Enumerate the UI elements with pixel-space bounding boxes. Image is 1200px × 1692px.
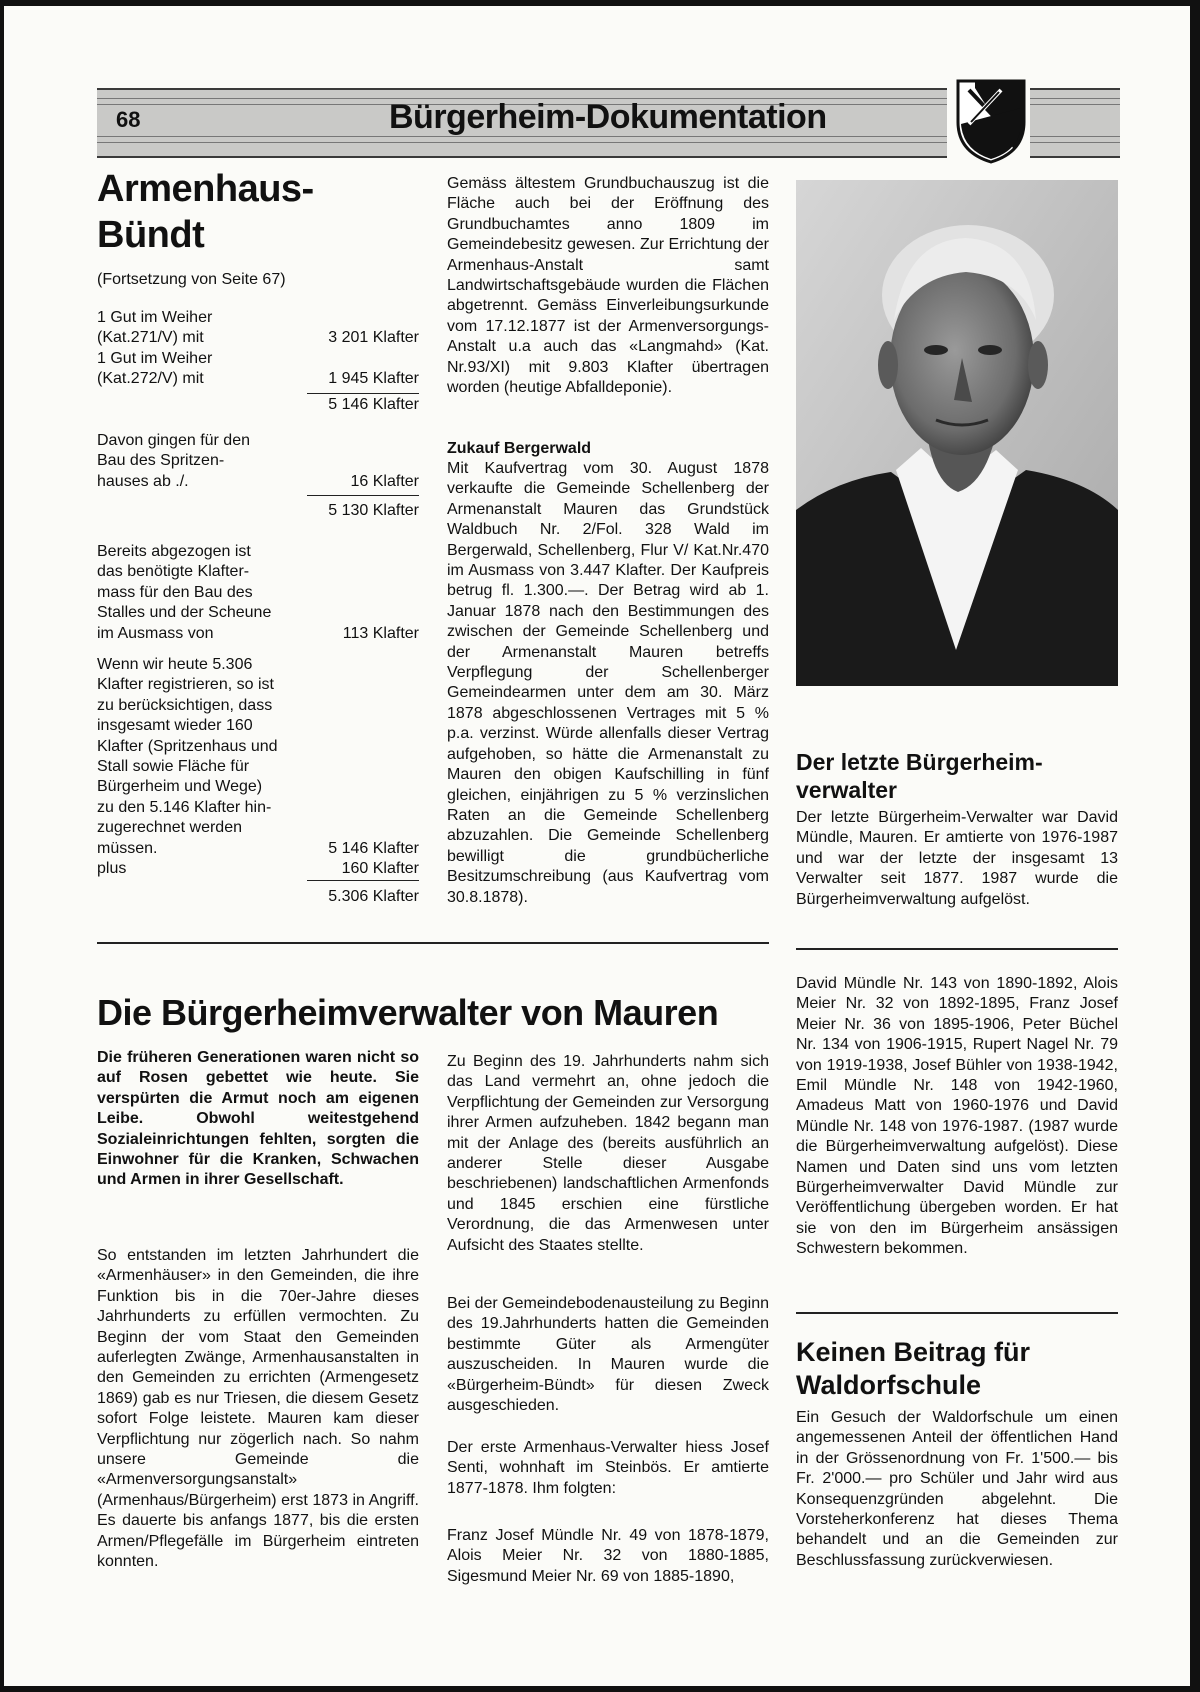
- wenn-block: Wenn wir heute 5.306 Klafter registrieren, so ist zu berücksichtigen, dass insgesamt wieder 160 Klafter (Spritzenhaus und Stall sowie Fläche für Bürgerheim und Wege) zu den 5.146 Klafter hin- zugerechnet werden müssen. 5 146 Klafter plus 160 Klafter 5.306 Klafter: [97, 656, 419, 906]
- waldorf-text: Ein Gesuch der Waldorfschule um einen angemessenen Anteil der öffentlichen Hand in der Grössenordnung von Fr. 1'500.— bis Fr. 2'000.— pro Schüler und Jahr wird aus Konsequenzgründen abgelehnt. Die Vorsteherkonferenz hat dieses Thema behandelt und an die Gemeinden zur Beschlussfassung zurückverwiesen.: [796, 1409, 1118, 1569]
- main-article-col1: So entstanden im letzten Jahrhundert die «Armenhäuser» in den Gemeinden, die ihre Funktion bis in die 70er-Jahre dieses Jahrhunderts zu erfüllen vermochten. Zu Beginn der vom Staat den Gemeinden auferlegten Zwänge, Armenhausanstalten in den Gemeinden zu errichten (Armengesetz 1869) gab es nur Triesen, die diesem Gesetz sofort Folge leistete. Mauren kam dieser Verpflichtung nur zögerlich nach. So nahm unsere Gemeinde die «Armenversorgungsanstalt» (Armenhaus/Bürgerheim) erst 1873 in Angriff. Es dauerte bis anfangs 1877, bis die ersten Armen/Pflegefälle im Bürgerheim eintreten konnten.: [97, 1247, 419, 1571]
- waldorf-heading: Keinen Beitrag für Waldorfschule: [796, 1337, 1031, 1400]
- last-administrator-text: Der letzte Bürgerheim-Verwalter war David Mündle, Mauren. Er amtierte von 1976-1987 und war der letzte der insgesamt 13 Verwalter seit 1877. 1987 wurde die Bürgerheimverwaltung aufgelöst.: [796, 809, 1118, 908]
- administrator-list: David Mündle Nr. 143 von 1890-1892, Alois Meier Nr. 32 von 1892-1895, Franz Josef Meier Nr. 36 von 1895-1906, Peter Büchel Nr. 134 von 1906-1915, Rupert Nagel Nr. 79 von 1919-1938, Josef Bühler von 1938-1942, Emil Mündle Nr. 148 von 1942-1960, Amadeus Matt von 1960-1976 und David Mündle Nr. 148 von 1976-1987. (1987 wurde die Bürgerheimverwaltung aufgelöst). Diese Namen und Daten sind uns vom letzten Bürgerheimverwalter David Mündle zur Veröffentlichung übergeben worden. Er hat sie von den im Bürgerheim ansässigen Schwestern bekommen.: [796, 975, 1118, 1258]
- bereits-block: Bereits abgezogen ist das benötigte Klafter- mass für den Bau des Stalles und der Scheune im Ausmass von 113 Klafter: [97, 543, 419, 642]
- waldorf-divider: [796, 1312, 1118, 1314]
- coat-of-arms-icon: [955, 78, 1027, 164]
- zukauf-paragraph: Mit Kaufvertrag vom 30. August 1878 verkaufte die Gemeinde Schellenberg der Armenanstalt Mauren das Grundstück Waldbuch Nr. 2/Fol. 328 Wald im Bergerwald, Schellenberg, Flur V/ Kat.Nr.470 im Ausmass von 3.447 Klafter. Der Kaufpreis betrug fl. 1.300.—. Der Betrag wird ab 1. Januar 1878 nach den Bestimmungen des zwischen der Gemeinde Schellenberg und der Armenanstalt Mauren betreffs Verpflegung der Schellenberger Gemeindearmen unter dem am 30. März 1878 abgeschlossenen Vertrages mit 5 % p.a. verzinst. Würde allenfalls dieser Vertrag aufgehoben, so hätte die Armenanstalt zu Mauren den obigen Kaufschilling in fünf gleichen, einjährigen zu 5 % verzinslichen Raten an die Gemeinde Schellenberg abzuzahlen. Die Gemeinde Schellenberg bewilligt die grundbücherliche Besitzumschreibung (aus Kaufvertrag vom 30.8.1878).: [447, 460, 769, 906]
- header-band-right: [1030, 88, 1120, 158]
- section-divider-right: [796, 948, 1118, 950]
- main-article-col2-p2: Bei der Gemeindebodenausteilung zu Beginn des 19.Jahrhunderts hatten die Gemeinden bestimmte Güter als Armengüter auszuscheiden. In Mauren wurde die «Bürgerheim-Bündt» für diesen Zweck ausgeschieden.: [447, 1295, 770, 1415]
- continuation-note: (Fortsetzung von Seite 67): [97, 271, 286, 288]
- portrait-photo: [796, 180, 1118, 686]
- main-article-lead: Die früheren Generationen waren nicht so auf Rosen gebettet wie heute. Sie verspürten die Armut noch am eigenen Leibe. Obwohl weitestgehend Sozialeinrichtungen fehlten, sorgten die Einwohner für die Kranken, Schwachen und Armen in ihrer Gesellschaft.: [97, 1049, 419, 1189]
- davon-block: Davon gingen für den Bau des Spritzen- hauses ab ./. 16 Klafter 5 130 Klafter: [97, 432, 419, 520]
- last-administrator-heading: Der letzte Bürgerheim-verwalter: [796, 749, 1043, 803]
- main-article-col2-p4: Franz Josef Mündle Nr. 49 von 1878-1879, Alois Meier Nr. 32 von 1880-1885, Sigesmund Meier Nr. 69 von 1885-1890,: [447, 1527, 769, 1585]
- main-article-col2-p1: Zu Beginn des 19. Jahrhunderts nahm sich das Land vermehrt an, ohne jedoch die Verpflichtung der Gemeinden zur Versorgung ihrer Armen aufzuheben. 1842 begann man mit der Anlage des (bereits ausführlich an anderer Stelle dieser Ausgabe beschriebenen) landschaftlichen Armenfonds und 1845 erschien eine fürstliche Verordnung, die das Armenwesen unter Aufsicht des Staates stellte.: [447, 1053, 769, 1254]
- page-number: 68: [116, 107, 141, 132]
- zukauf-subheading: Zukauf Bergerwald: [447, 440, 592, 457]
- header-title: Bürgerheim-Dokumentation: [389, 98, 827, 136]
- section-divider: [97, 942, 769, 944]
- main-article-title: Die Bürgerheimverwalter von Mauren: [97, 992, 719, 1033]
- klafter-table: 1 Gut im Weiher (Kat.271/V) mit 3 201 Klafter 1 Gut im Weiher (Kat.272/V) mit 1 945 Klafter 5 146 Klafter: [97, 309, 419, 413]
- grundbuch-paragraph: Gemäss ältestem Grundbuchauszug ist die Fläche auch bei der Eröffnung des Grundbuchamtes anno 1809 im Gemeindebesitz gewesen. Zur Errichtung der Armenhaus-Anstalt samt Landwirtschaftsgebäude wurden die Flächen abgetrennt. Gemäss Einverleibungsurkunde vom 17.12.1877 ist der Armenversorgungs-Anstalt u.a auch das «Langmahd» (Kat. Nr.93/XI) mit 9.803 Klafter übertragen worden (heutige Abfalldeponie).: [447, 175, 769, 397]
- main-article-col2-p3: Der erste Armenhaus-Verwalter hiess Josef Senti, wohnhaft im Steinbös. Er amtierte 1877-1878. Ihm folgten:: [447, 1439, 769, 1497]
- article-title: Armenhaus- Bündt: [97, 168, 314, 256]
- page: [4, 6, 1190, 1686]
